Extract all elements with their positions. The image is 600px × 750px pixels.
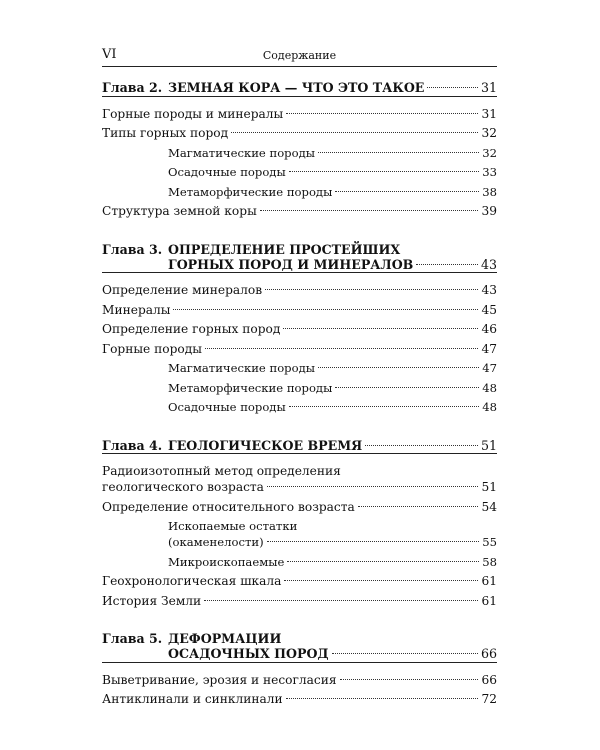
dot-leader — [286, 698, 479, 699]
dot-leader — [260, 210, 479, 211]
dot-leader — [365, 445, 478, 446]
dot-leader — [267, 541, 480, 542]
page-number: 51 — [480, 437, 497, 453]
entry-label: геологического возраста — [102, 480, 264, 494]
chapter-number: Глава 3. — [102, 241, 163, 257]
page-header — [102, 47, 497, 65]
entry-label: Магматические породы — [168, 145, 315, 160]
entry-label: Осадочные породы — [168, 165, 286, 179]
dot-leader — [335, 387, 479, 388]
dot-leader — [416, 264, 478, 265]
page-number: 48 — [482, 400, 497, 414]
chapter-title: ЗЕМНАЯ КОРА — ЧТО ЭТО ТАКОЕ — [168, 80, 425, 95]
entry-label: Метаморфические породы — [168, 380, 333, 395]
section-entry[interactable]: Радиоизотопный метод определения — [102, 464, 341, 478]
entry-label: Определение горных пород — [102, 322, 281, 336]
dot-leader — [340, 679, 479, 680]
dot-leader — [283, 328, 478, 329]
page-number-roman: VI — [102, 47, 117, 62]
section-entry[interactable] — [102, 202, 497, 220]
section-entry[interactable] — [102, 340, 497, 358]
subsection-entry[interactable] — [168, 553, 497, 571]
page-number: 54 — [481, 499, 497, 514]
subsection-entry[interactable] — [168, 398, 497, 416]
dot-leader — [231, 132, 478, 133]
chapter-number: Глава 4. — [102, 437, 163, 453]
page-number: 66 — [480, 646, 497, 661]
page-number: 46 — [481, 322, 497, 336]
page-number: 48 — [482, 380, 497, 395]
entry-label: (окаменелости) — [168, 535, 264, 549]
entry-label: Антиклинали и синклинали — [102, 692, 283, 706]
chapter-title: ДЕФОРМАЦИИ — [168, 631, 282, 646]
entry-label: История Земли — [102, 593, 202, 608]
page-number: 61 — [481, 574, 497, 588]
dot-leader — [284, 580, 478, 581]
section-entry[interactable] — [102, 498, 497, 516]
entry-label: Минералы — [102, 302, 171, 317]
subsection-entry[interactable] — [168, 379, 497, 397]
dot-leader — [318, 152, 479, 153]
section-entry[interactable] — [102, 105, 497, 123]
entry-label: Микроископаемые — [168, 554, 285, 569]
entry-label: Метаморфические породы — [168, 184, 333, 199]
page-number: 32 — [482, 145, 497, 160]
page-number: 55 — [482, 535, 497, 549]
entry-label: Выветривание, эрозия и несогласия — [102, 672, 337, 687]
chapter-title: ГОРНЫХ ПОРОД И МИНЕРАЛОВ — [168, 256, 414, 272]
dot-leader — [286, 113, 478, 114]
chapter-rule — [102, 662, 497, 663]
dot-leader — [204, 600, 478, 601]
section-entry[interactable] — [102, 124, 497, 142]
section-entry[interactable] — [102, 301, 497, 319]
section-entry[interactable] — [102, 320, 497, 338]
subsection-entry[interactable] — [168, 533, 497, 551]
chapter-title: ГЕОЛОГИЧЕСКОЕ ВРЕМЯ — [168, 437, 363, 453]
section-entry[interactable] — [102, 281, 497, 299]
entry-label — [102, 645, 329, 663]
dot-leader — [205, 348, 479, 349]
dot-leader — [265, 289, 478, 290]
chapter-heading[interactable] — [102, 256, 497, 274]
entry-label: Определение относительного возраста — [102, 499, 355, 514]
section-entry[interactable] — [102, 592, 497, 610]
page-number: 61 — [481, 593, 497, 608]
chapter-heading[interactable] — [102, 79, 497, 97]
dot-leader — [318, 367, 479, 368]
dot-leader — [332, 653, 478, 654]
dot-leader — [358, 506, 479, 507]
subsection-entry[interactable] — [168, 144, 497, 162]
page-number: 38 — [482, 184, 497, 199]
entry-label: Структура земной коры — [102, 204, 257, 218]
entry-label — [102, 79, 424, 97]
subsection-entry[interactable] — [168, 359, 497, 377]
entry-label: Горные породы — [102, 341, 202, 356]
chapter-title: ОПРЕДЕЛЕНИЕ ПРОСТЕЙШИХ — [168, 241, 401, 257]
running-title: Содержание — [262, 49, 337, 62]
entry-label: Типы горных пород — [102, 126, 229, 140]
entry-label: Геохронологическая шкала — [102, 574, 282, 588]
subsection-entry[interactable] — [168, 183, 497, 201]
chapter-rule — [102, 453, 497, 454]
dot-leader — [267, 486, 479, 487]
dot-leader — [289, 171, 480, 172]
page-number: 31 — [481, 106, 497, 121]
page-number: 43 — [480, 256, 497, 272]
entry-label — [102, 256, 413, 274]
page-number: 39 — [481, 204, 497, 218]
entry-label: Горные породы и минералы — [102, 106, 284, 121]
chapter-rule — [102, 96, 497, 97]
chapter-number: Глава 5. — [102, 631, 163, 646]
header-rule — [102, 66, 497, 67]
page-number: 47 — [481, 341, 497, 356]
section-entry[interactable] — [102, 572, 497, 590]
page-number: 51 — [481, 480, 497, 494]
chapter-number: Глава 2. — [102, 80, 163, 95]
chapter-heading[interactable] — [102, 645, 497, 663]
chapter-title: ОСАДОЧНЫХ ПОРОД — [168, 646, 329, 661]
entry-label: Определение минералов — [102, 283, 263, 297]
page-number: 31 — [480, 80, 497, 95]
page-number: 32 — [481, 126, 497, 140]
dot-leader — [335, 191, 479, 192]
section-entry[interactable] — [102, 690, 497, 708]
entry-label: Магматические породы — [168, 361, 315, 375]
chapter-rule — [102, 272, 497, 273]
subsection-entry[interactable] — [168, 163, 497, 181]
page-number: 33 — [482, 165, 497, 179]
page-number: 66 — [481, 672, 497, 687]
dot-leader — [289, 406, 480, 407]
entry-label — [102, 437, 362, 455]
page-number: 47 — [482, 361, 497, 375]
section-entry[interactable] — [102, 478, 497, 496]
page-number: 58 — [482, 554, 497, 569]
dot-leader — [287, 561, 479, 562]
page-number: 43 — [481, 283, 497, 297]
subsection-entry[interactable]: Ископаемые остатки — [168, 519, 298, 533]
page-number: 72 — [481, 692, 497, 706]
dot-leader — [173, 309, 478, 310]
chapter-heading[interactable] — [102, 437, 497, 455]
entry-label: Осадочные породы — [168, 400, 286, 414]
page-number: 45 — [481, 302, 497, 317]
section-entry[interactable] — [102, 671, 497, 689]
dot-leader — [427, 87, 478, 88]
